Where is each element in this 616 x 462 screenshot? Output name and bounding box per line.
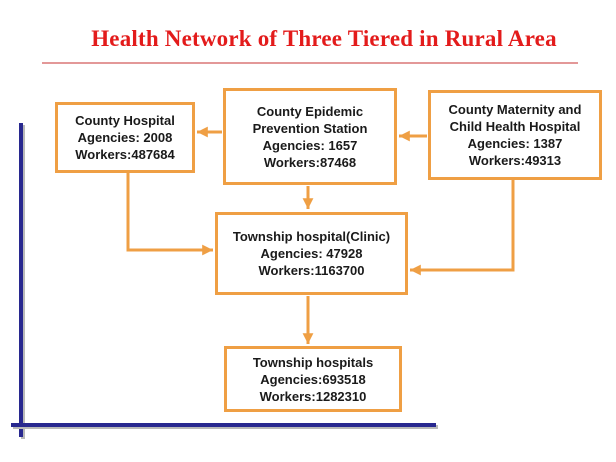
node-agencies: Agencies:693518 [260,371,366,387]
node-maternity-hospital [428,90,602,180]
node-agencies: Agencies: 2008 [77,130,173,145]
node-workers: Workers:87468 [263,154,357,170]
page-title: Health Network of Three Tiered in Rural Area [91,26,557,51]
node-title: Township hospital(Clinic) [232,229,391,244]
node-workers: Workers:1282310 [259,388,367,404]
node-epidemic-station [223,88,397,185]
node-agencies: Agencies: 1387 [467,136,563,151]
arrow-county-hospital-to-clinic [128,173,213,250]
node-township-hospitals [224,346,402,412]
title-underline [42,62,578,64]
node-workers: Workers:1163700 [258,263,365,278]
node-title: County Epidemic Prevention Station [252,103,368,136]
node-agencies: Agencies: 1657 [262,137,358,153]
node-workers: Workers:49313 [468,153,562,168]
node-township-clinic [215,212,408,295]
axis-vertical-line [19,123,23,437]
node-title: County Hospital [75,113,175,128]
node-agencies: Agencies: 47928 [260,246,363,261]
node-title: County Maternity and Child Health Hospital [448,102,582,134]
arrow-maternity-to-clinic [410,180,513,270]
axis-horizontal-line [11,423,436,427]
node-title: Township hospitals [252,354,374,370]
node-county-hospital [55,102,195,173]
node-workers: Workers:487684 [75,147,175,162]
